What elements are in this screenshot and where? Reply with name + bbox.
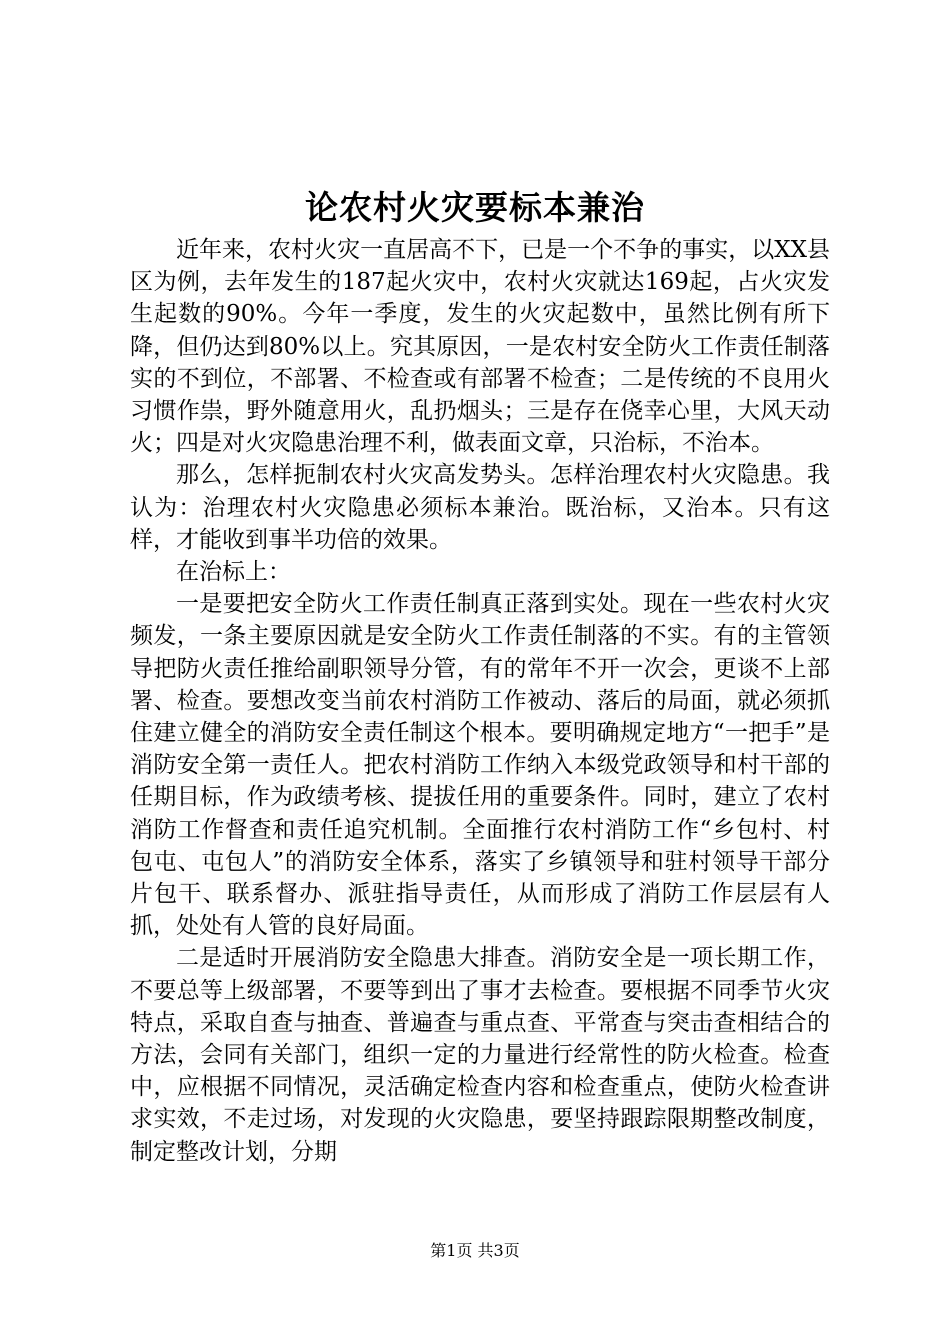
paragraph: 一是要把安全防火工作责任制真正落到实处。现在一些农村火灾频发，一条主要原因就是安全防火工作责任制落的不实。有的主管领导把防火责任推给副职领导分管，有的常年不开一次会，更谈不上部署、检查。要想改变当前农村消防工作被动、落后的局面，就必须抓住建立健全的消防安全责任制这个根本。要明确规定地方“一把手”是消防安全第一责任人。把农村消防工作纳入本级党政领导和村干部的任期目标，作为政绩考核、提拔任用的重要条件。同时，建立了农村消防工作督查和责任追究机制。全面推行农村消防工作“乡包村、村包屯、屯包人”的消防安全体系，落实了乡镇领导和驻村领导干部分片包干、联系督办、派驻指导责任，从而形成了消防工作层层有人抓，处处有人管的良好局面。	[130, 591, 830, 940]
document-title: 论农村火灾要标本兼治	[305, 188, 645, 227]
paragraph: 二是适时开展消防安全隐患大排查。消防安全是一项长期工作，不要总等上级部署，不要等到出了事才去检查。要根据不同季节火灾特点，采取自查与抽查、普遍查与重点查、平常查与突击查相结合的方法，会同有关部门，组织一定的力量进行经常性的防火检查。检查中，应根据不同情况，灵活确定检查内容和检查重点，使防火检查讲求实效，不走过场，对发现的火灾隐患，要坚持跟踪限期整改制度，制定整改计划，分期	[130, 945, 830, 1165]
page-number-footer: 第1页 共3页	[430, 1241, 520, 1260]
paragraph: 近年来，农村火灾一直居高不下，已是一个不争的事实，以XX县区为例，去年发生的187起火灾中，农村火灾就达169起，占火灾发生起数的90%。今年一季度，发生的火灾起数中，虽然比例有所下降，但仍达到80%以上。究其原因，一是农村安全防火工作责任制落实的不到位，不部署、不检查或有部署不检查；二是传统的不良用火习惯作祟，野外随意用火，乱扔烟头；三是存在侥幸心里，大风天动火；四是对火灾隐患治理不利，做表面文章，只治标，不治本。	[130, 237, 830, 457]
paragraph: 那么，怎样扼制农村火灾高发势头。怎样治理农村火灾隐患。我认为：治理农村火灾隐患必须标本兼治。既治标，又治本。只有这样，才能收到事半功倍的效果。	[130, 462, 830, 553]
paragraph: 在治标上：	[176, 559, 291, 586]
document-body	[130, 234, 830, 1168]
